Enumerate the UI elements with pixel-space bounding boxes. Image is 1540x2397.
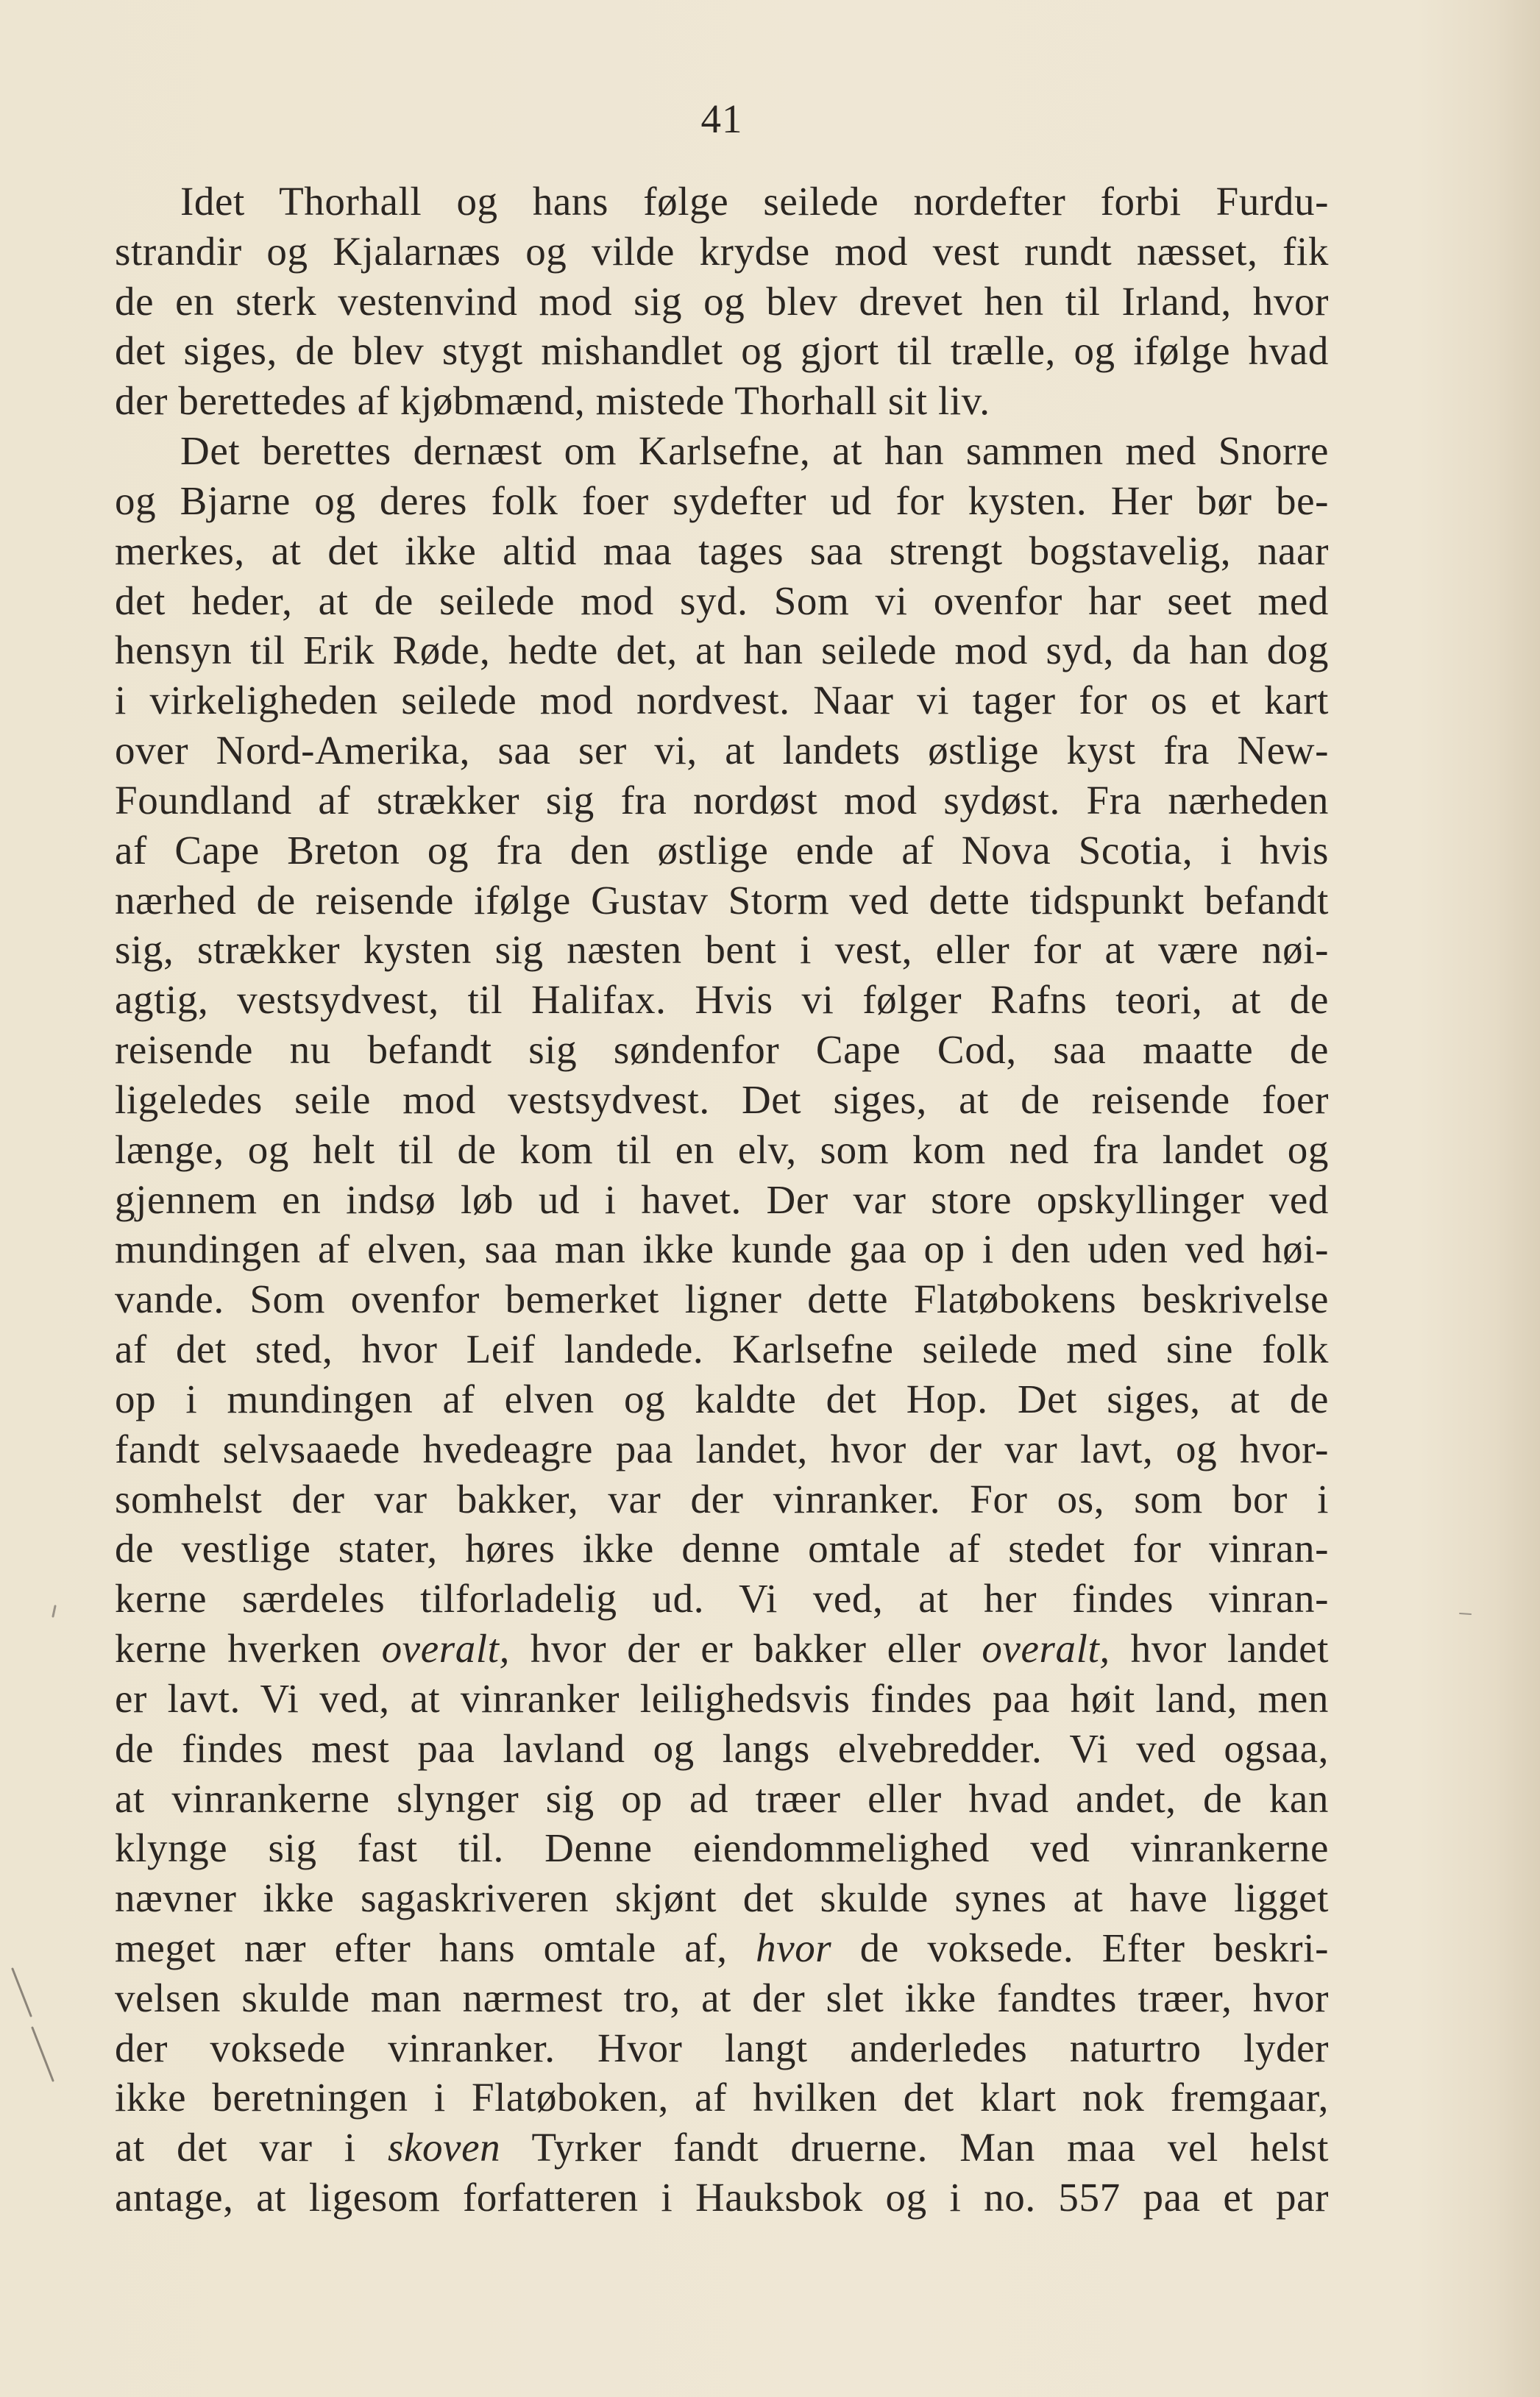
text-line: fandt selvsaaede hvedeagre paa landet, hvor der var lavt, og hvor- (115, 1426, 1329, 1471)
text-line: og Bjarne og deres folk foer sydefter ud for kysten. Her bør be- (115, 477, 1329, 523)
text-line: strandir og Kjalarnæs og vilde krydse mod vest rundt næsset, fik (115, 228, 1329, 274)
text-line: de en sterk vestenvind mod sig og blev drevet hen til Irland, hvor (115, 278, 1329, 324)
text-segment: de voksede. Efter beskri- (831, 1925, 1329, 1970)
text-line: længe, og helt til de kom til en elv, som kom ned fra landet og (115, 1126, 1329, 1172)
text-line: af Cape Breton og fra den østlige ende af Nova Scotia, i hvis (115, 827, 1329, 873)
text-line: mundingen af elven, saa man ikke kunde gaa op i den uden ved høi- (115, 1226, 1329, 1272)
paragraph (115, 426, 1329, 2223)
italic-word: overalt, (381, 1626, 510, 1672)
text-line: Det berettes dernæst om Karlsefne, at han sammen med Snorre (180, 428, 1329, 474)
text-line: sig, strækker kysten sig næsten bent i vest, eller for at være nøi- (115, 927, 1329, 973)
text-line: somhelst der var bakker, var der vinranker. For os, som bor i (115, 1476, 1329, 1521)
text-line: over Nord-Amerika, saa ser vi, at landets østlige kyst fra New- (115, 728, 1329, 773)
text-segment: hvor der er bakker eller (509, 1626, 982, 1672)
text-line: nævner ikke sagaskriveren skjønt det skulde synes at have ligget (115, 1875, 1329, 1921)
text-line: ligeledes seile mod vestsydvest. Det siges, at de reisende foer (115, 1076, 1329, 1122)
text-line: reisende nu befandt sig søndenfor Cape Cod, saa maatte de (115, 1027, 1329, 1073)
text-segment: Tyrker fandt druerne. Man maa vel helst (500, 2125, 1329, 2170)
text-line: det heder, at de seilede mod syd. Som vi ovenfor har seet med (115, 578, 1329, 623)
scan-mark (13, 1969, 31, 2016)
text-line: af det sted, hvor Leif landede. Karlsefne seilede med sine folk (115, 1327, 1329, 1372)
italic-word: skoven (387, 2125, 501, 2170)
scan-mark (53, 1606, 55, 1616)
text-line: klynge sig fast til. Denne eiendommelighed ved vinrankerne (115, 1825, 1329, 1871)
text-line: der voksede vinranker. Hvor langt anderledes naturtro lyder (115, 2025, 1329, 2070)
text-line: er lavt. Vi ved, at vinranker leilighedsvis findes paa høit land, men (115, 1675, 1329, 1721)
text-line (115, 1923, 1329, 1973)
text-line: hensyn til Erik Røde, hedte det, at han seilede mod syd, da han dog (115, 628, 1329, 673)
text-line: nærhed de reisende ifølge Gustav Storm ved dette tidspunkt befandt (115, 877, 1329, 923)
text-line: der berettedes af kjøbmænd, mistede Thorhall sit liv. (115, 378, 990, 424)
text-segment: at det var i (115, 2125, 388, 2170)
text-line: antage, at ligesom forfatteren i Hauksbok og i no. 557 paa et par (115, 2175, 1329, 2220)
text-line: Idet Thorhall og hans følge seilede nordefter forbi Furdu- (180, 179, 1329, 224)
body-text (115, 177, 1329, 2223)
text-line: de findes mest paa lavland og langs elvebredder. Vi ved ogsaa, (115, 1725, 1329, 1771)
text-line: de vestlige stater, høres ikke denne omtale af stedet for vinran- (115, 1526, 1329, 1572)
text-line (115, 2123, 1329, 2173)
text-line: det siges, de blev stygt mishandlet og gjort til trælle, og ifølge hvad (115, 328, 1329, 374)
text-line: Foundland af strækker sig fra nordøst mod sydøst. Fra nærheden (115, 777, 1329, 823)
text-line: agtig, vestsydvest, til Halifax. Hvis vi følger Rafns teori, at de (115, 977, 1329, 1023)
text-line: velsen skulde man nærmest tro, at der slet ikke fandtes træer, hvor (115, 1975, 1329, 2020)
italic-word: overalt, (982, 1626, 1110, 1672)
text-line: kerne særdeles tilforladelig ud. Vi ved, at her findes vinran- (115, 1576, 1329, 1622)
text-line: vande. Som ovenfor bemerket ligner dette Flatøbokens beskrivelse (115, 1276, 1329, 1322)
text-line: i virkeligheden seilede mod nordvest. Naar vi tager for os et kart (115, 678, 1329, 723)
text-line: op i mundingen af elven og kaldte det Hop. Det siges, at de (115, 1376, 1329, 1421)
text-line: gjennem en indsø løb ud i havet. Der var store opskyllinger ved (115, 1176, 1329, 1222)
scan-mark (1460, 1613, 1471, 1614)
text-segment: meget nær efter hans omtale af, (115, 1925, 756, 1970)
text-line: at vinrankerne slynger sig op ad træer eller hvad andet, de kan (115, 1775, 1329, 1821)
page-number: 41 (700, 96, 743, 141)
text-segment: kerne hverken (115, 1626, 382, 1672)
scan-mark (32, 2028, 53, 2081)
text-segment: hvor landet (1110, 1626, 1329, 1672)
text-line: ikke beretningen i Flatøboken, af hvilken det klart nok fremgaar, (115, 2075, 1329, 2120)
text-line (115, 1624, 1329, 1674)
text-line: merkes, at det ikke altid maa tages saa strengt bogstavelig, naar (115, 528, 1329, 573)
italic-word: hvor (756, 1925, 832, 1970)
paragraph (115, 177, 1329, 426)
